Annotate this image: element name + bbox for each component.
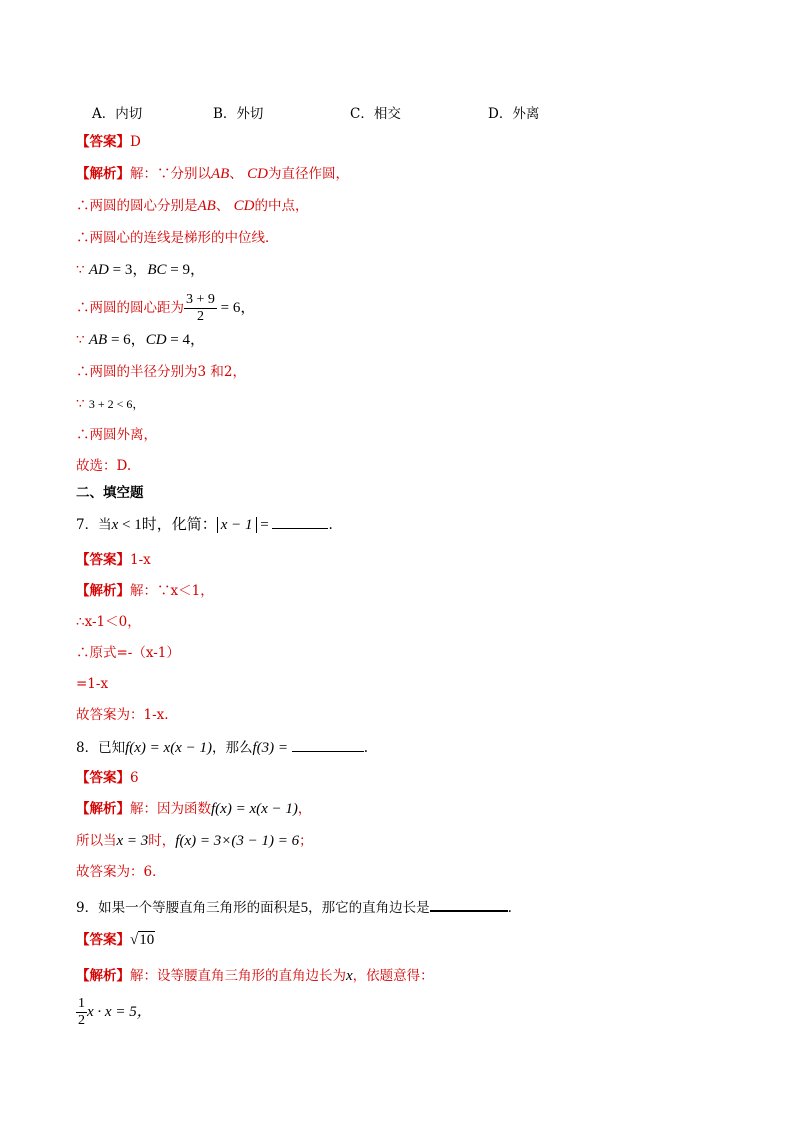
fraction xyxy=(184,292,217,325)
math: = 9， xyxy=(166,262,205,278)
q9-answer-line xyxy=(76,931,155,949)
q7-analysis-line-1 xyxy=(76,582,214,600)
q6-analysis-line-7: ∴两圆的半径分别为3 和2， xyxy=(76,364,246,380)
text: 8．已知 xyxy=(76,740,126,756)
q6-analysis-line-5 xyxy=(76,290,255,326)
option-a: A．内切 xyxy=(92,106,143,122)
text: . xyxy=(328,517,333,533)
math: AB xyxy=(197,198,216,214)
text: ； xyxy=(299,833,313,849)
option-c: C．相交 xyxy=(350,106,401,122)
text: 的中点， xyxy=(254,198,309,214)
q9-analysis-line-2 xyxy=(76,994,152,1030)
q6-analysis-line-10: 故选：D. xyxy=(76,458,132,474)
q6-analysis-line-2 xyxy=(76,197,308,215)
text: ∵ xyxy=(76,396,89,412)
q8-analysis-line-2 xyxy=(76,832,313,850)
section-title: 二、填空题 xyxy=(76,485,144,501)
math: = 3， xyxy=(108,262,148,278)
q7-answer-line xyxy=(76,551,151,569)
math: CD xyxy=(233,198,255,214)
text: 解：因为函数 xyxy=(130,801,211,817)
text: ∵ xyxy=(76,262,89,278)
math: BC xyxy=(147,262,167,278)
text: ， xyxy=(297,801,312,817)
q7-analysis-line-2: ∴x-1＜0， xyxy=(76,614,141,630)
q6-answer-line xyxy=(76,133,141,151)
math: AB xyxy=(211,166,230,182)
answer-blank xyxy=(430,896,508,912)
abs-expression: x − 1 xyxy=(217,517,257,533)
text: ，那么 xyxy=(211,740,253,756)
math: = 6， xyxy=(107,332,146,348)
q7-question xyxy=(76,514,333,534)
text: ∴两圆的圆心距为 xyxy=(76,300,184,316)
math: = 4， xyxy=(166,332,205,348)
analysis-tag: 【解析】 xyxy=(76,801,130,817)
option-d: D．外离 xyxy=(488,106,540,122)
text: . xyxy=(507,900,512,916)
text: 解：∵x＜1， xyxy=(130,583,214,599)
q6-analysis-line-3: ∴两圆心的连线是梯形的中位线． xyxy=(76,230,279,246)
analysis-tag: 【解析】 xyxy=(76,166,130,182)
text: 所以当 xyxy=(76,833,117,849)
option-b: B．外切 xyxy=(213,106,264,122)
q6-analysis-line-1 xyxy=(76,165,349,183)
text: 解：设等腰直角三角形的直角边长为 xyxy=(130,968,346,984)
q6-answer: D xyxy=(130,134,141,150)
math: = xyxy=(256,517,273,533)
math: f(3) = xyxy=(252,740,292,756)
math: x xyxy=(346,968,353,984)
math: x xyxy=(111,517,119,533)
q9-analysis-line-1 xyxy=(76,967,434,985)
q7-analysis-line-3: ∴原式=-（x-1） xyxy=(76,645,180,661)
math: = 6， xyxy=(216,300,256,316)
text: ∴两圆的圆心分别是 xyxy=(76,198,198,214)
math: f(x) = x(x − 1) xyxy=(211,801,298,817)
fraction xyxy=(76,996,87,1029)
math: AD xyxy=(88,262,109,278)
math: f(x) = 3×(3 − 1) = 6 xyxy=(175,833,300,849)
analysis-tag: 【解析】 xyxy=(76,583,130,599)
math: x = 3 xyxy=(116,833,149,849)
math: AB xyxy=(88,332,108,348)
answer-tag: 【答案】 xyxy=(76,134,130,150)
q6-analysis-line-8 xyxy=(76,395,144,413)
math: f(x) = x(x − 1) xyxy=(125,740,212,756)
denominator: 2 xyxy=(196,309,204,324)
answer-tag: 【答案】 xyxy=(76,932,130,948)
answer-blank xyxy=(272,514,328,529)
text: ，那它的直角边长是 xyxy=(308,900,430,916)
math: CD xyxy=(247,166,268,182)
q6-analysis-line-6 xyxy=(76,331,205,349)
text: 时， xyxy=(148,833,176,849)
text: 、 xyxy=(229,166,243,182)
q8-question xyxy=(76,737,368,757)
text: 为直径作圆， xyxy=(267,166,349,182)
text: . xyxy=(363,740,369,756)
numerator: 1 xyxy=(78,996,85,1011)
q6-analysis-line-9: ∴两圆外离， xyxy=(76,427,157,443)
answer-tag: 【答案】 xyxy=(76,770,130,786)
q7-analysis-line-5: 故答案为：1-x. xyxy=(76,707,169,723)
q8-answer-line xyxy=(76,769,139,787)
math: 5 xyxy=(300,900,309,916)
math: 3 + 2 < 6， xyxy=(88,397,145,411)
text: < 1时，化简： xyxy=(118,517,217,533)
sqrt-expression: √10 xyxy=(130,932,155,948)
q7-analysis-line-4: =1-x xyxy=(76,676,109,692)
math: x · x = 5， xyxy=(87,1004,152,1020)
denominator: 2 xyxy=(78,1013,85,1028)
text: 解：∵分别以 xyxy=(130,166,211,182)
q6-analysis-line-4 xyxy=(76,261,205,279)
text: ，依题意得： xyxy=(352,968,434,984)
text: 、 xyxy=(215,198,230,214)
q8-analysis-line-3: 故答案为：6． xyxy=(76,864,166,880)
answer-tag: 【答案】 xyxy=(76,552,130,568)
q9-question xyxy=(76,896,512,917)
numerator: 3 + 9 xyxy=(186,292,215,307)
q8-answer: 6 xyxy=(130,770,139,786)
q7-answer: 1-x xyxy=(130,552,151,568)
q8-analysis-line-1 xyxy=(76,800,311,818)
text: 9．如果一个等腰直角三角形的面积是 xyxy=(76,900,301,916)
answer-blank xyxy=(292,737,364,752)
text: ∵ xyxy=(76,332,89,348)
analysis-tag: 【解析】 xyxy=(76,968,130,984)
text: 7．当 xyxy=(76,517,112,533)
radicand: 10 xyxy=(139,932,155,948)
math: CD xyxy=(145,332,167,348)
